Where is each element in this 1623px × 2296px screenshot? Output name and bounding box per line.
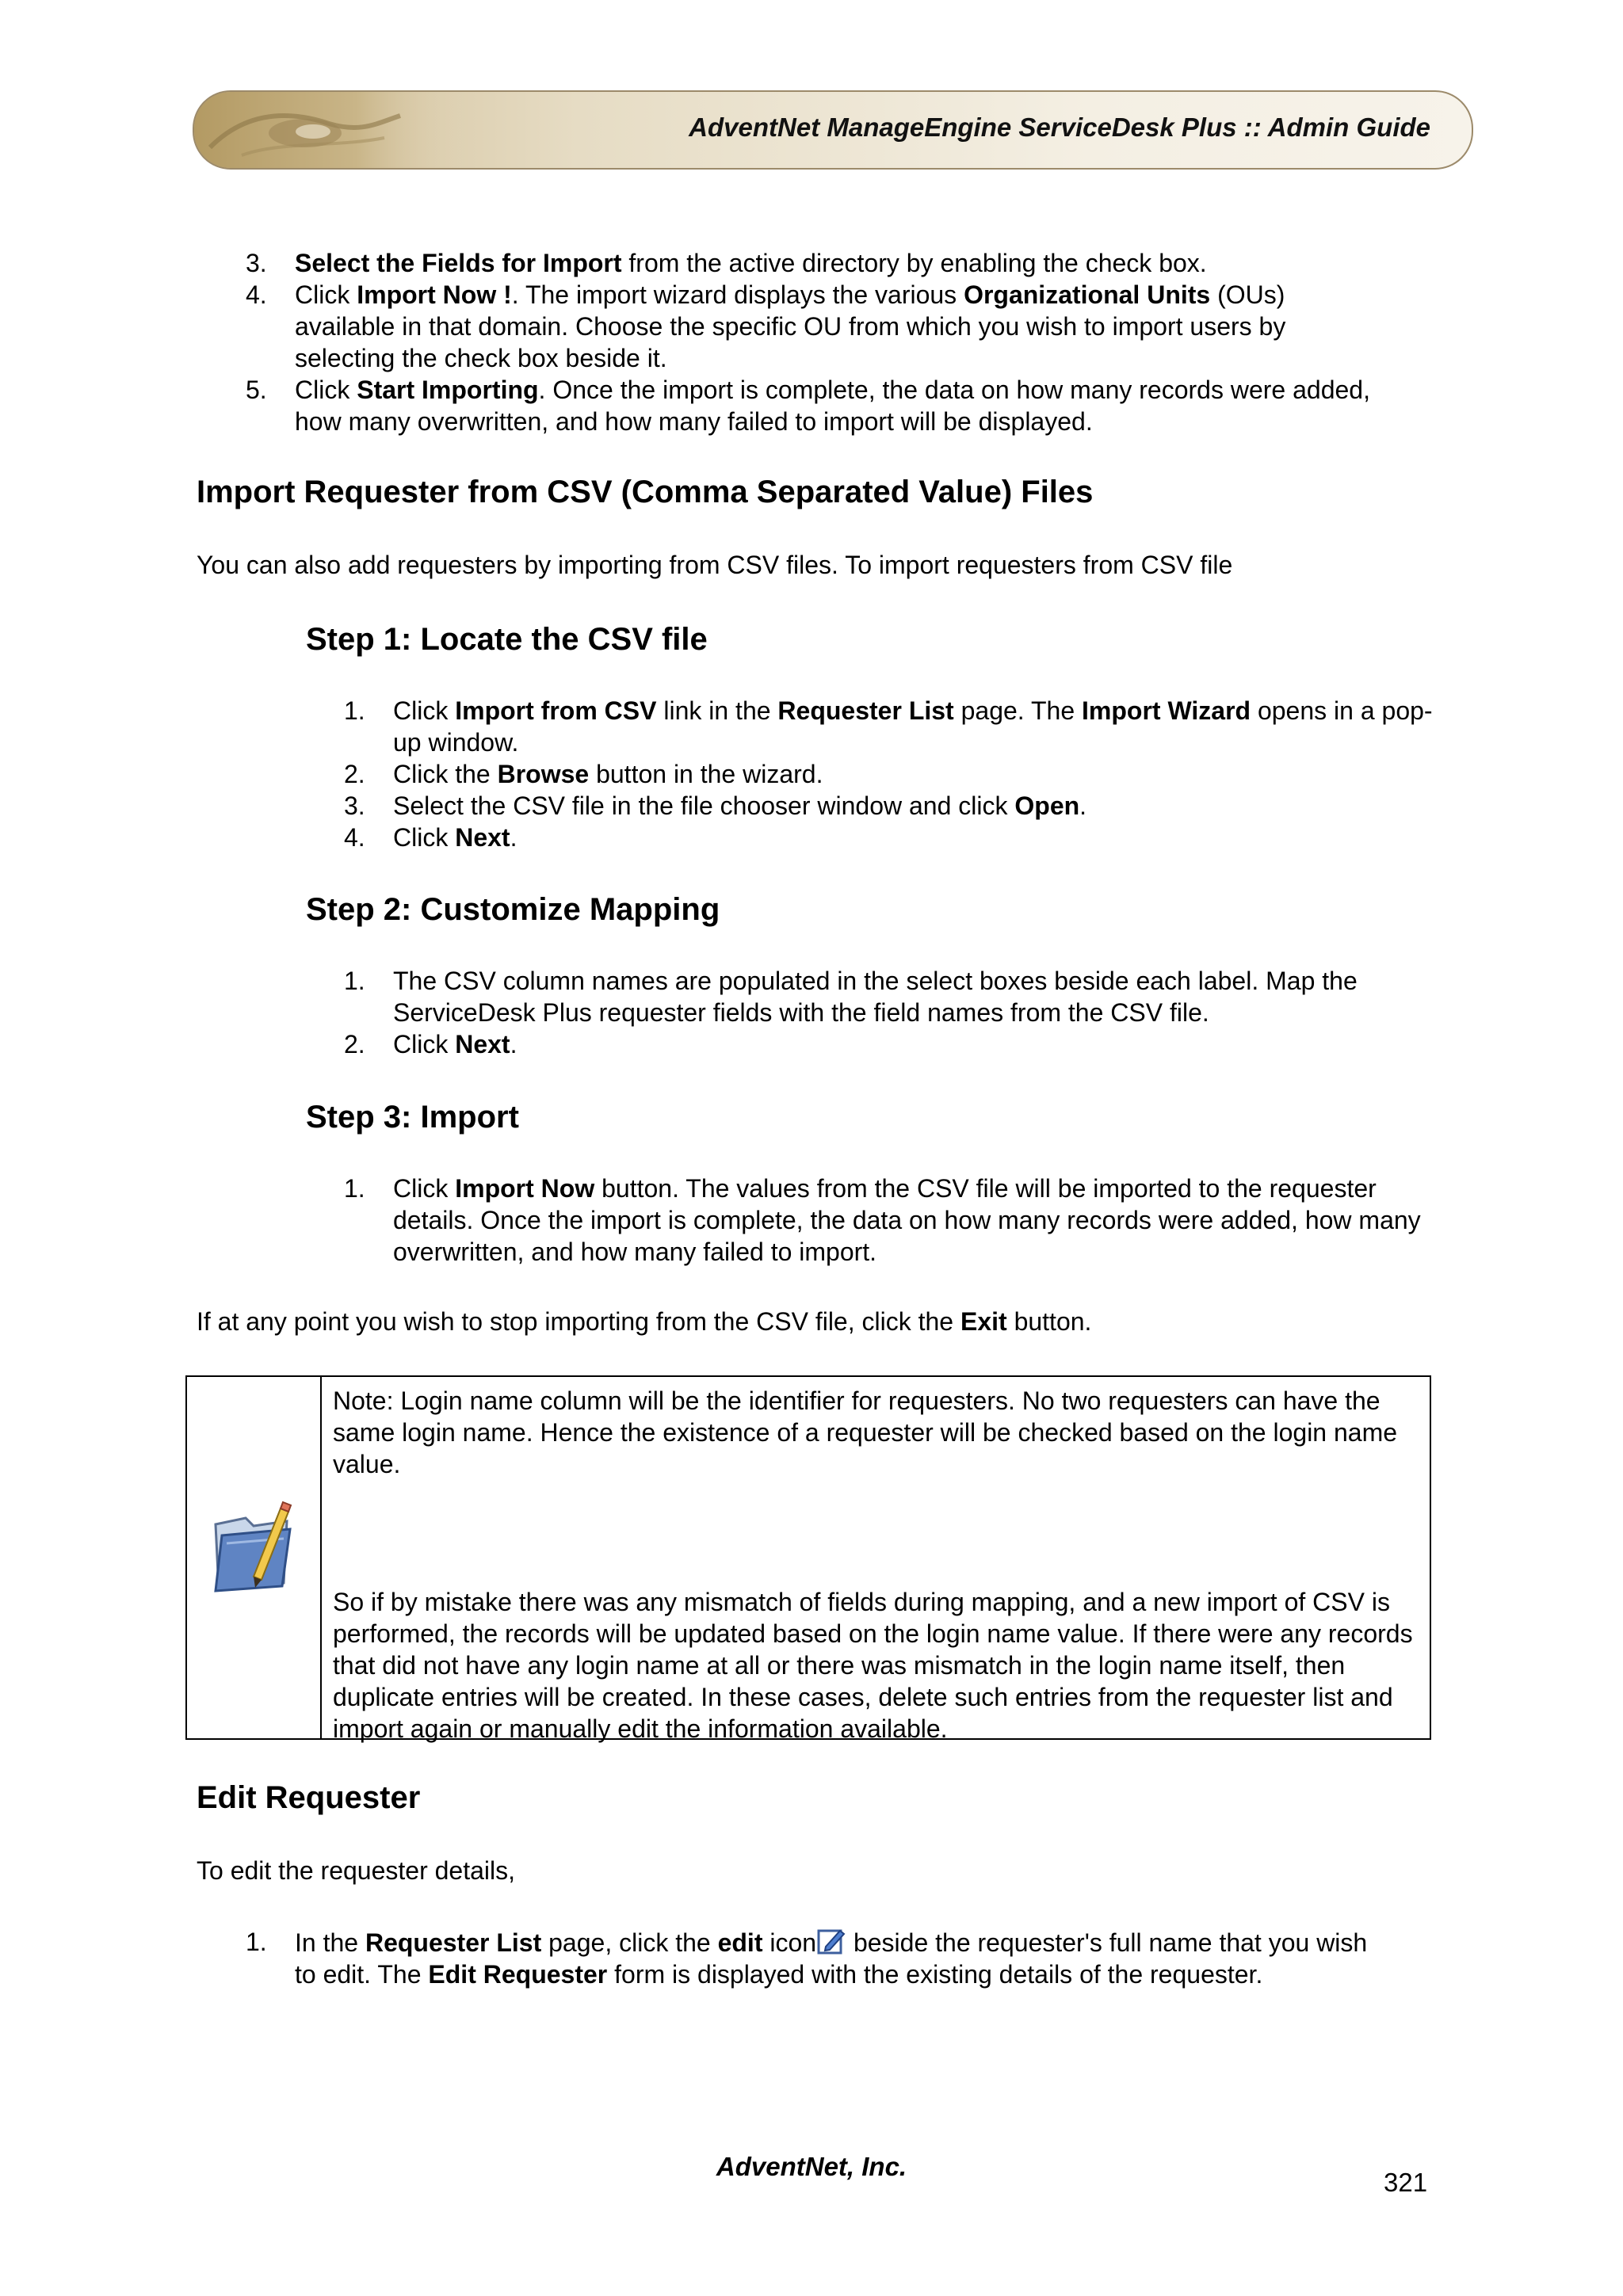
edit-icon <box>816 1926 846 1956</box>
edit-steps <box>246 1926 1379 1990</box>
list-item: 2. Click the Browse button in the wizard. <box>344 760 823 788</box>
note-icon-cell <box>187 1377 322 1738</box>
ad-import-steps <box>246 247 1379 437</box>
list-item-number: 2. <box>344 1030 365 1058</box>
list-item: 4. Click Next. <box>344 823 517 852</box>
banner-decoration-image <box>194 92 464 168</box>
list-item: 5. Click Start Importing. Once the import is complete, the data on how many records were added, how many overwritten, and how many failed to import will be displayed. <box>246 376 1370 436</box>
list-item: 4. Click Import Now !. The import wizard displays the various Organizational Units (OUs) available in that domain. Choose the specific OU from which you wish to import users by selecting the check box beside it. <box>246 280 1286 372</box>
list-item-number: 3. <box>246 249 267 277</box>
list-item-number: 2. <box>344 760 365 788</box>
list-item: 1. Click Import from CSV link in the Requester List page. The Import Wizard opens in a pop-up window. <box>344 696 1433 757</box>
exit-button-label: Exit <box>960 1307 1007 1336</box>
list-item: 3. Select the Fields for Import from the active directory by enabling the check box. <box>246 249 1207 277</box>
step2-heading: Step 2: Customize Mapping <box>306 892 720 927</box>
list-item-number: 3. <box>344 791 365 820</box>
list-item: 1. In the Requester List page, click the edit icon beside the requester's full name that you wish to edit. The Edit Requester form is displayed with the existing details of the requester. <box>246 1928 1368 1989</box>
edit-section-intro: To edit the requester details, <box>197 1856 516 1885</box>
step3-list <box>344 1173 1438 1268</box>
list-item: 1. The CSV column names are populated in the select boxes beside each label. Map the ServiceDesk Plus requester fields with the field names from the CSV file. <box>344 967 1358 1027</box>
list-item-number: 4. <box>246 280 267 309</box>
list-item-number: 1. <box>344 967 365 995</box>
step2-list <box>344 965 1438 1060</box>
header-title: AdventNet ManageEngine ServiceDesk Plus :: Admin Guide <box>689 113 1430 142</box>
note-paragraph-2: So if by mistake there was any mismatch of fields during mapping, and a new import of CSV is performed, the records will be updated based on the login name value. If there were any records that did not have any login name at all or there was mismatch in the login name itself, then duplicate entries will be created. In these cases, delete such entries from the requester list and import again or manually edit the information available. <box>333 1588 1413 1743</box>
list-item-number: 1. <box>344 1174 365 1203</box>
note-pencil-folder-icon <box>208 1501 301 1596</box>
list-item: 3. Select the CSV file in the file chooser window and click Open. <box>344 791 1087 820</box>
step3-heading: Step 3: Import <box>306 1100 519 1135</box>
list-item: 2. Click Next. <box>344 1030 517 1058</box>
exit-instruction: If at any point you wish to stop importing from the CSV file, click the Exit button. <box>197 1307 1092 1336</box>
note-paragraph-1: Note: Login name column will be the identifier for requesters. No two requesters can have the same login name. Hence the existence of a requester will be checked based on the login name value. <box>333 1386 1398 1478</box>
note-box <box>185 1375 1431 1743</box>
csv-section-heading: Import Requester from CSV (Comma Separated Value) Files <box>197 475 1094 509</box>
list-item: 1. Click Import Now button. The values from the CSV file will be imported to the requester details. Once the import is complete, the data on how many records were added, how many overwritten, and how many failed to import. <box>344 1174 1421 1266</box>
list-item-number: 4. <box>344 823 365 852</box>
footer-company: AdventNet, Inc. <box>716 2152 907 2181</box>
step1-heading: Step 1: Locate the CSV file <box>306 622 708 657</box>
step1-list <box>344 695 1438 853</box>
csv-section-intro: You can also add requesters by importing from CSV files. To import requesters from CSV file <box>197 551 1233 579</box>
list-item-number: 5. <box>246 376 267 404</box>
page-number: 321 <box>1384 2168 1428 2197</box>
edit-section-heading: Edit Requester <box>197 1780 421 1815</box>
header-banner <box>193 90 1473 170</box>
list-item-number: 1. <box>344 696 365 725</box>
